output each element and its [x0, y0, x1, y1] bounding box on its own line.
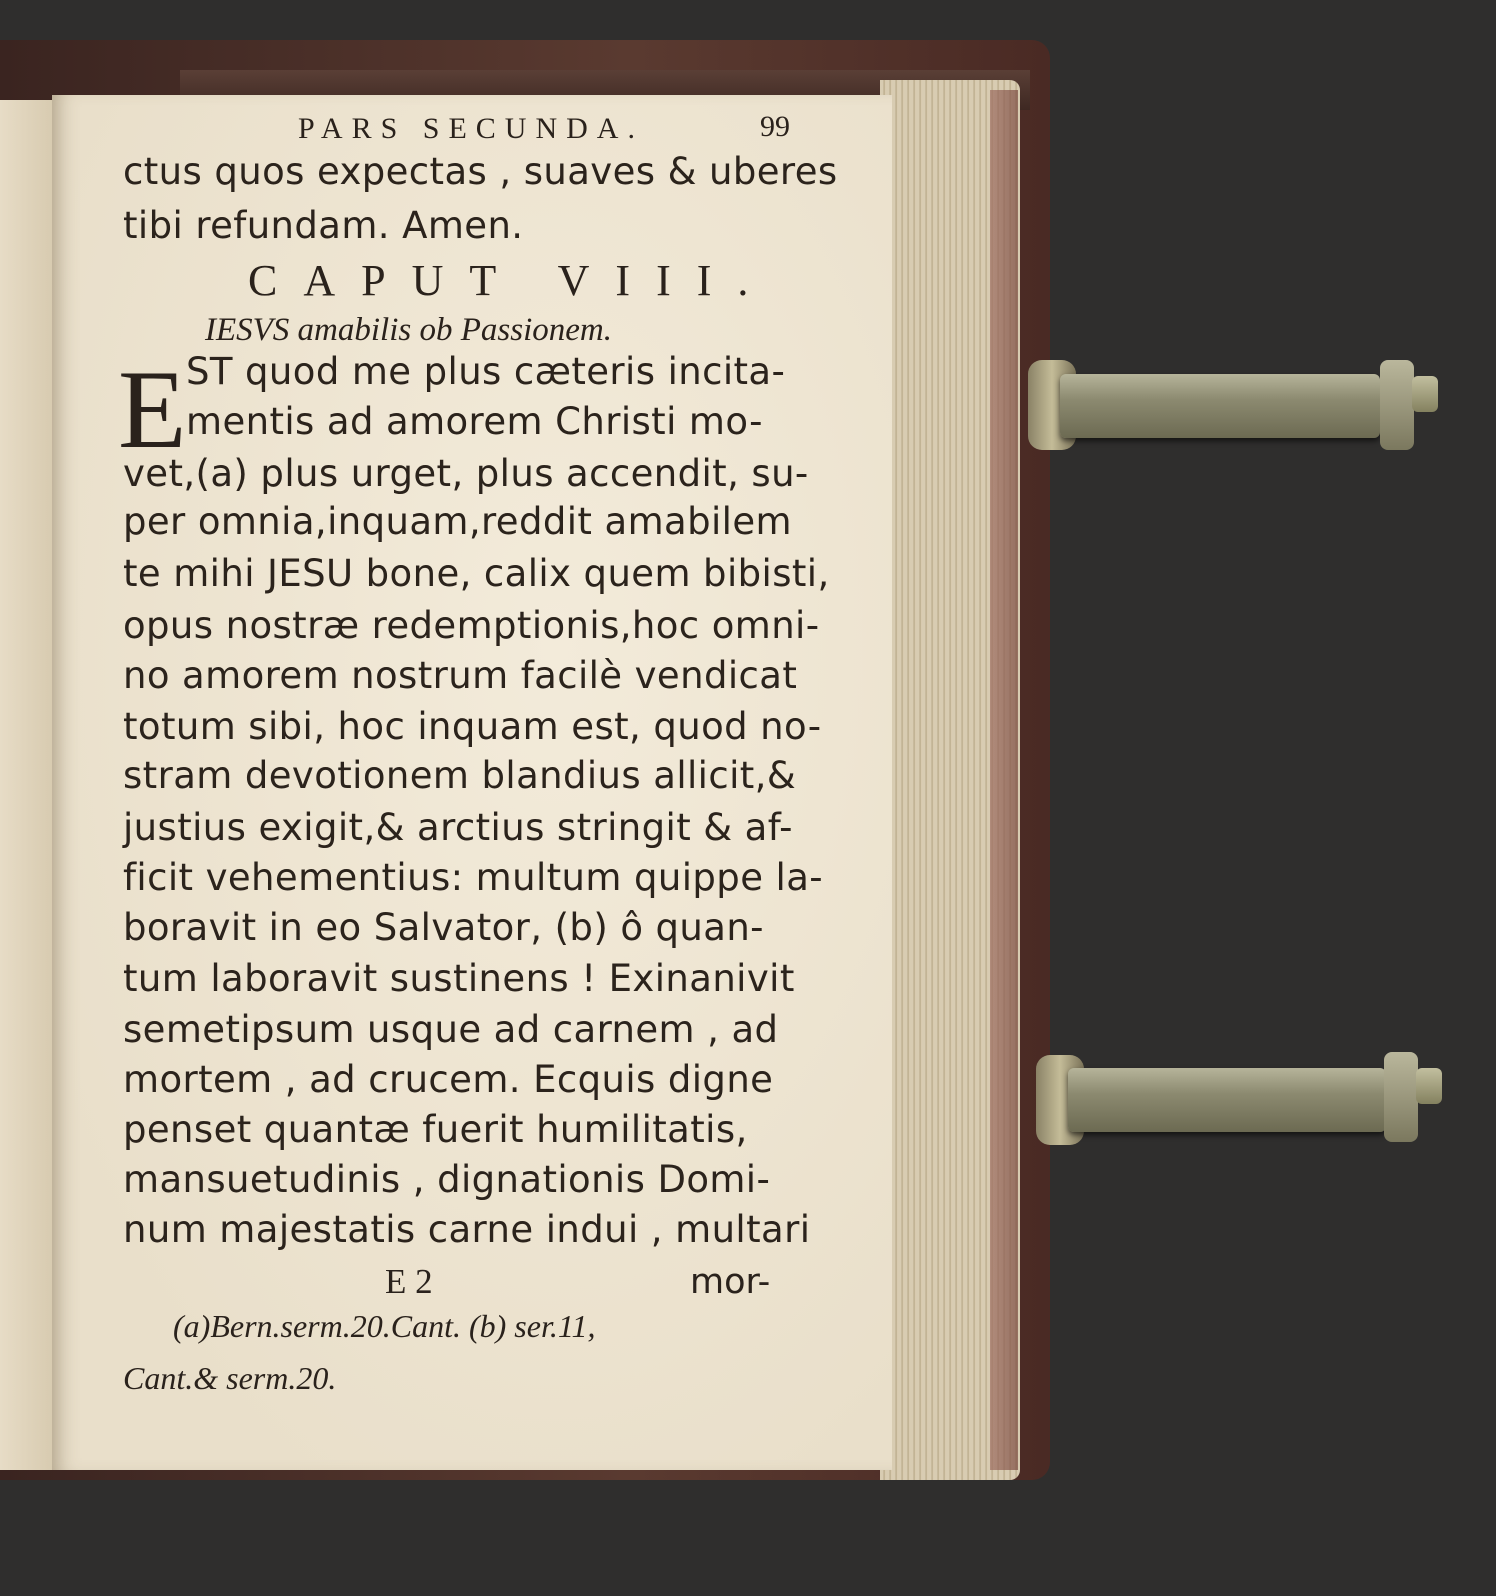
- continuation-line: ctus quos expectas , suaves & uberes: [123, 150, 838, 193]
- body-line: vet,(a) plus urget, plus accendit, su-: [123, 452, 809, 495]
- body-line: tum laboravit sustinens ! Exinanivit: [123, 957, 795, 1000]
- body-line: no amorem nostrum facilè vendicat: [123, 654, 798, 697]
- chapter-title: CAPUT VIII.: [248, 256, 775, 305]
- body-line: mentis ad amorem Christi mo-: [186, 400, 763, 443]
- chapter-subtitle: IESVS amabilis ob Passionem.: [205, 312, 612, 348]
- clasp-knob: [1416, 1068, 1442, 1104]
- clasp-end: [1380, 360, 1414, 450]
- drop-cap: E: [118, 348, 187, 472]
- clasp-knob: [1412, 376, 1438, 412]
- page-number: 99: [760, 110, 790, 143]
- body-line: semetipsum usque ad carnem , ad: [123, 1008, 779, 1051]
- body-line: stram devotionem blandius allicit,&: [123, 754, 797, 797]
- body-line: opus nostræ redemptionis,hoc omni-: [123, 604, 820, 647]
- body-line: penset quantæ fuerit humilitatis,: [123, 1108, 748, 1151]
- footnote-line: Cant.& serm.20.: [123, 1360, 337, 1396]
- body-line: justius exigit,& arctius stringit & af-: [123, 806, 793, 849]
- clasp-end: [1384, 1052, 1418, 1142]
- body-line: mansuetudinis , dignationis Domi-: [123, 1158, 771, 1201]
- continuation-line: tibi refundam. Amen.: [123, 204, 524, 247]
- footnote-line: (a)Bern.serm.20.Cant. (b) ser.11,: [173, 1308, 596, 1344]
- body-line: te mihi JESU bone, calix quem bibisti,: [123, 552, 830, 595]
- body-line: per omnia,inquam,reddit amabilem: [123, 500, 792, 543]
- red-sprinkled-edge: [990, 90, 1018, 1470]
- catchword: mor-: [690, 1262, 771, 1302]
- clasp-bar: [1060, 374, 1380, 438]
- left-page-sliver: [0, 100, 60, 1470]
- body-line: totum sibi, hoc inquam est, quod no-: [123, 705, 822, 748]
- clasp-bar: [1068, 1068, 1386, 1132]
- body-line: num majestatis carne indui , multari: [123, 1208, 811, 1251]
- body-line: ficit vehementius: multum quippe la-: [123, 856, 824, 899]
- body-line: mortem , ad crucem. Ecquis digne: [123, 1058, 774, 1101]
- running-head: PARS SECUNDA.: [298, 112, 644, 145]
- body-line: boravit in eo Salvator, (b) ô quan-: [123, 906, 764, 949]
- signature-mark: E 2: [385, 1262, 433, 1301]
- body-line: ST quod me plus cæteris incita-: [186, 350, 786, 393]
